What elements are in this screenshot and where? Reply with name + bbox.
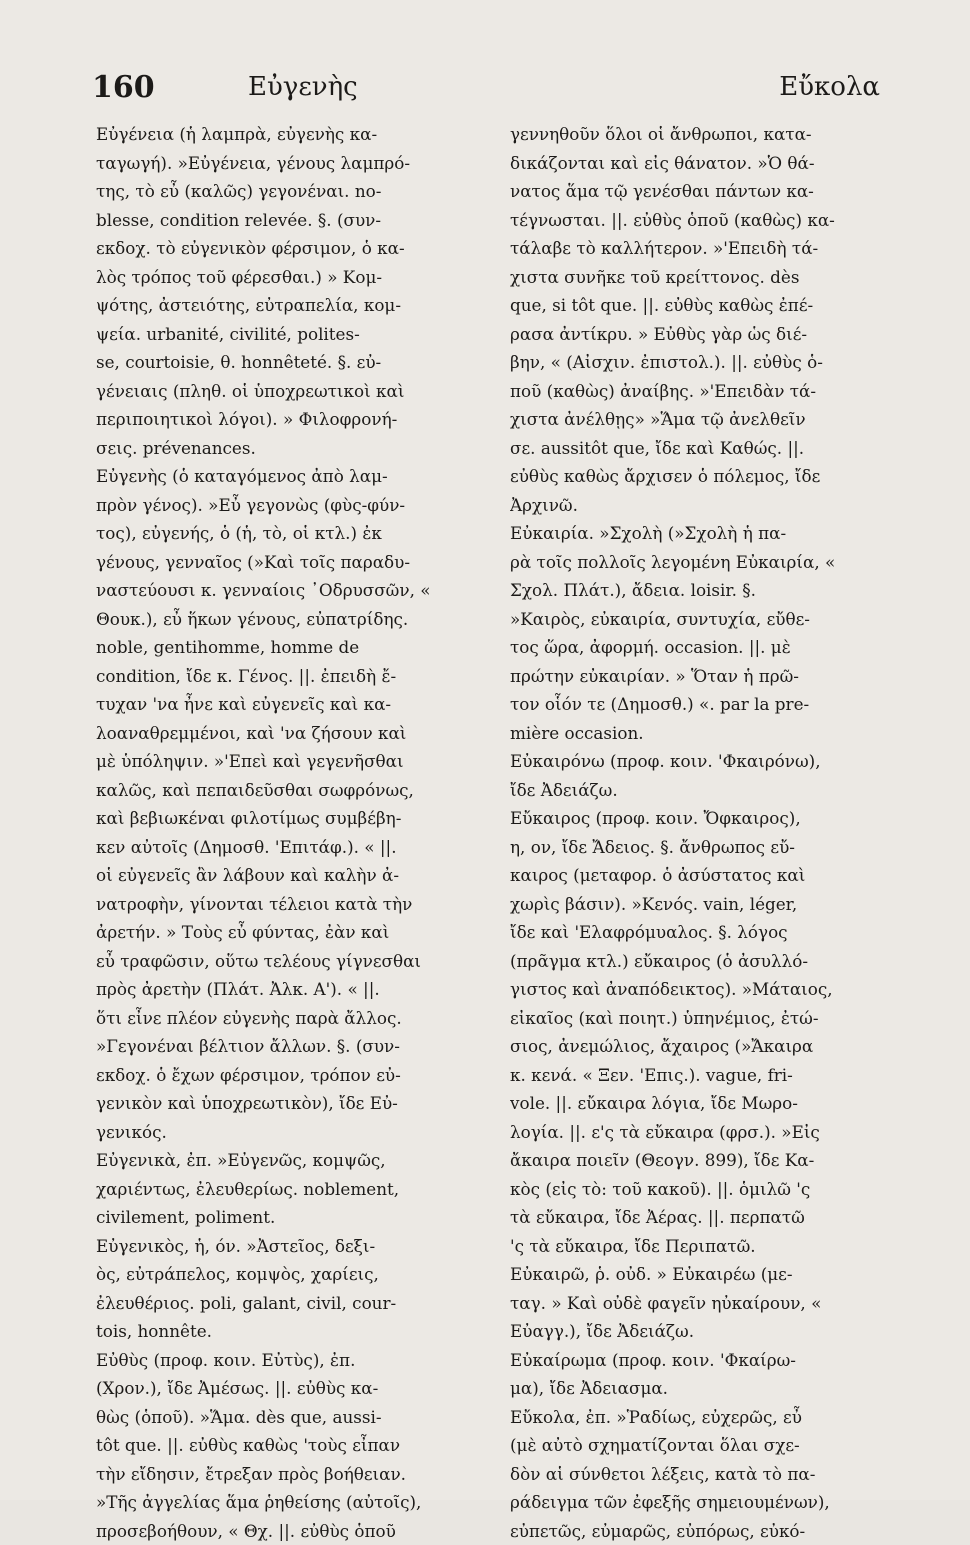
text-line: εκδοχ. τὸ εὐγενικὸν φέρσιμον, ὁ κα- — [96, 234, 478, 263]
text-line: Εὔκολα, ἐπ. »Ῥαδίως, εὐχερῶς, εὖ — [510, 1403, 942, 1432]
text-line: 'ς τὰ εὔκαιρα, ἴδε Περιπατῶ. — [510, 1232, 942, 1261]
text-line: ποῦ (καθὼς) ἀναίβης. »'Επειδὰν τά- — [510, 377, 942, 406]
text-line: δὸν αἱ σύνθετοι λέξεις, κατὰ τὸ πα- — [510, 1460, 942, 1489]
right-running-headword: Εὔκολα — [779, 72, 880, 102]
text-line: εἰκαῖος (καὶ ποιητ.) ὑπηνέμιος, ἐτώ- — [510, 1004, 942, 1033]
page-header — [80, 70, 892, 110]
text-line: τὰ εὔκαιρα, ἴδε Ἀέρας. ||. περπατῶ — [510, 1203, 942, 1232]
text-line: γενικός. — [96, 1118, 478, 1147]
text-line: ὅτι εἶνε πλέον εὐγενὴς παρὰ ἄλλος. — [96, 1004, 478, 1033]
text-line: της, τὸ εὖ (καλῶς) γεγονέναι. no- — [96, 177, 478, 206]
text-line: λογία. ||. ε'ς τὰ εὔκαιρα (φρσ.). »Εἰς — [510, 1118, 942, 1147]
text-line: ἴδε Ἀδειάζω. — [510, 776, 942, 805]
text-line: (μὲ αὐτὸ σχηματίζονται ὅλαι σχε- — [510, 1431, 942, 1460]
text-line: κεν αὐτοῖς (Δημοσθ. 'Επιτάφ.). « ||. — [96, 833, 478, 862]
page-number: 160 — [92, 70, 155, 105]
text-line: Εὐθὺς (προφ. κοιν. Εὐτὺς), ἐπ. — [96, 1346, 478, 1375]
text-line: εὐπετῶς, εὐμαρῶς, εὐπόρως, εὐκό- — [510, 1517, 942, 1545]
text-line: Εὐκαιρία. »Σχολὴ (»Σχολὴ ἡ πα- — [510, 519, 942, 548]
text-line: πρὸς ἀρετὴν (Πλάτ. Ἀλκ. Α'). « ||. — [96, 975, 478, 1004]
text-line: que, si tôt que. ||. εὐθὺς καθὼς ἐπέ- — [510, 291, 942, 320]
text-line: condition, ἴδε κ. Γένος. ||. ἐπειδὴ ἔ- — [96, 662, 478, 691]
text-line: η, ον, ἴδε Ἄδειος. §. ἄνθρωπος εὔ- — [510, 833, 942, 862]
text-line: Εὐγενὴς (ὁ καταγόμενος ἀπὸ λαμ- — [96, 462, 478, 491]
text-line: σε. aussitôt que, ἴδε καὶ Καθώς. ||. — [510, 434, 942, 463]
text-line: ἄκαιρα ποιεῖν (Θεογν. 899), ἴδε Κα- — [510, 1146, 942, 1175]
text-line: Εὔκαιρος (προφ. κοιν. Ὄφκαιρος), — [510, 804, 942, 833]
text-line: »Γεγονέναι βέλτιον ἄλλων. §. (συν- — [96, 1032, 478, 1061]
text-line: γενικὸν καὶ ὑποχρεωτικὸν), ἴδε Εὐ- — [96, 1089, 478, 1118]
text-line: εκδοχ. ὁ ἔχων φέρσιμον, τρόπον εὐ- — [96, 1061, 478, 1090]
text-line: Σχολ. Πλάτ.), ἄδεια. loisir. §. — [510, 576, 942, 605]
text-line: θὼς (ὁποῦ). »Ἅμα. dès que, aussi- — [96, 1403, 478, 1432]
text-line: γιστος καὶ ἀναπόδεικτος). »Μάταιος, — [510, 975, 942, 1004]
text-line: καὶ βεβιωκέναι φιλοτίμως συμβέβη- — [96, 804, 478, 833]
text-line: γένειαις (πληθ. οἱ ὑποχρεωτικοὶ καὶ — [96, 377, 478, 406]
text-line: Θουκ.), εὖ ἥκων γένους, εὐπατρίδης. — [96, 605, 478, 634]
text-line: tois, honnête. — [96, 1317, 478, 1346]
text-line: πρώτην εὐκαιρίαν. » Ὅταν ἡ πρῶ- — [510, 662, 942, 691]
text-line: tôt que. ||. εὐθὺς καθὼς 'τοὺς εἶπαν — [96, 1431, 478, 1460]
text-line: κὸς (εἰς τὸ: τοῦ κακοῦ). ||. ὁμιλῶ 'ς — [510, 1175, 942, 1204]
text-line: λὸς τρόπος τοῦ φέρεσθαι.) » Κομ- — [96, 263, 478, 292]
text-line: Ἀρχινῶ. — [510, 491, 942, 520]
text-line: noble, gentihomme, homme de — [96, 633, 478, 662]
text-line: μὲ ὑπόληψιν. »'Επεὶ καὶ γεγενῆσθαι — [96, 747, 478, 776]
text-line: ράδειγμα τῶν ἐφεξῆς σημειουμένων), — [510, 1488, 942, 1517]
text-line: σεις. prévenances. — [96, 434, 478, 463]
text-line: ἀρετήν. » Τοὺς εὖ φύντας, ἐὰν καὶ — [96, 918, 478, 947]
text-line: Εὐκαίρωμα (προφ. κοιν. 'Φκαίρω- — [510, 1346, 942, 1375]
left-running-headword: Εὐγενὴς — [248, 72, 358, 102]
text-line: blesse, condition relevée. §. (συν- — [96, 206, 478, 235]
text-line: Εὐαγγ.), ἴδε Ἀδειάζω. — [510, 1317, 942, 1346]
text-line: σιος, ἀνεμώλιος, ἄχαιρος (»Ἄκαιρα — [510, 1032, 942, 1061]
text-line: νατροφὴν, γίνονται τέλειοι κατὰ τὴν — [96, 890, 478, 919]
text-line: Εὐγενικὰ, ἐπ. »Εὐγενῶς, κομψῶς, — [96, 1146, 478, 1175]
text-line: τέγνωσται. ||. εὐθὺς ὁποῦ (καθὼς) κα- — [510, 206, 942, 235]
text-line: καιρος (μεταφορ. ὁ ἀσύστατος καὶ — [510, 861, 942, 890]
text-line: λοαναθρεμμένοι, καὶ 'να ζήσουν καὶ — [96, 719, 478, 748]
text-line: μα), ἴδε Ἀδειασμα. — [510, 1374, 942, 1403]
text-line: »Τῆς ἀγγελίας ἅμα ῥηθείσης (αὐτοῖς), — [96, 1488, 478, 1517]
text-line: ὸς, εὐτράπελος, κομψὸς, χαρίεις, — [96, 1260, 478, 1289]
text-line: Εὐγενικὸς, ἡ, όν. »Ἀστεῖος, δεξι- — [96, 1232, 478, 1261]
left-column — [96, 120, 478, 1545]
text-line: καλῶς, καὶ πεπαιδεῦσθαι σωφρόνως, — [96, 776, 478, 805]
text-line: εὐθὺς καθὼς ἄρχισεν ὁ πόλεμος, ἴδε — [510, 462, 942, 491]
text-line: (Χρον.), ἴδε Ἀμέσως. ||. εὐθὺς κα- — [96, 1374, 478, 1403]
text-line: ἐλευθέριος. poli, galant, civil, cour- — [96, 1289, 478, 1318]
text-line: χιστα συνῆκε τοῦ κρείττονος. dès — [510, 263, 942, 292]
text-line: περιποιητικοὶ λόγοι). » Φιλοφρονή- — [96, 405, 478, 434]
text-line: ἴδε καὶ 'Ελαφρόμυαλος. §. λόγος — [510, 918, 942, 947]
text-line: ρὰ τοῖς πολλοῖς λεγομένη Εὐκαιρία, « — [510, 548, 942, 577]
text-line: κ. κενά. « Ξεν. 'Επις.). vague, fri- — [510, 1061, 942, 1090]
text-line: ναστεύουσι κ. γενναίοις ᾿Οδρυσσῶν, « — [96, 576, 478, 605]
text-line: πρὸν γένος). »Εὖ γεγονὼς (φὺς-φύν- — [96, 491, 478, 520]
text-line: τυχαν 'να ἦνε καὶ εὐγενεῖς καὶ κα- — [96, 690, 478, 719]
text-line: γένους, γενναῖος (»Καὶ τοῖς παραδυ- — [96, 548, 478, 577]
text-line: γεννηθοῦν ὅλοι οἱ ἄνθρωποι, κατα- — [510, 120, 942, 149]
text-line: civilement, poliment. — [96, 1203, 478, 1232]
text-line: τάλαβε τὸ καλλήτερον. »'Επειδὴ τά- — [510, 234, 942, 263]
text-line: τὴν εἴδησιν, ἔτρεξαν πρὸς βοήθειαν. — [96, 1460, 478, 1489]
text-line: τος ὥρα, ἀφορμή. occasion. ||. μὲ — [510, 633, 942, 662]
text-line: ταγωγή). »Εὐγένεια, γένους λαμπρό- — [96, 149, 478, 178]
right-column — [510, 120, 942, 1545]
text-line: mière occasion. — [510, 719, 942, 748]
text-line: οἱ εὐγενεῖς ἂν λάβουν καὶ καλὴν ἀ- — [96, 861, 478, 890]
text-line: χιστα ἀνέλθῃς» »Ἅμα τῷ ἀνελθεῖν — [510, 405, 942, 434]
text-line: χαριέντως, ἐλευθερίως. noblement, — [96, 1175, 478, 1204]
text-line: νατος ἅμα τῷ γενέσθαι πάντων κα- — [510, 177, 942, 206]
text-line: Εὐγένεια (ἡ λαμπρὰ, εὐγενὴς κα- — [96, 120, 478, 149]
text-line: τον οἷόν τε (Δημοσθ.) «. par la pre- — [510, 690, 942, 719]
text-line: vole. ||. εὔκαιρα λόγια, ἴδε Μωρο- — [510, 1089, 942, 1118]
text-line: ταγ. » Καὶ οὐδὲ φαγεῖν ηὐκαίρουν, « — [510, 1289, 942, 1318]
text-line: (πρᾶγμα κτλ.) εὔκαιρος (ὁ ἀσυλλό- — [510, 947, 942, 976]
text-line: se, courtoisie, θ. honnêteté. §. εὐ- — [96, 348, 478, 377]
text-line: τος), εὐγενής, ὁ (ἡ, τὸ, οἱ κτλ.) ἐκ — [96, 519, 478, 548]
text-line: χωρὶς βάσιν). »Κενός. vain, léger, — [510, 890, 942, 919]
text-line: προσεβοήθουν, « Θχ. ||. εὐθὺς ὁποῦ — [96, 1517, 478, 1545]
text-line: Εὐκαιρῶ, ῥ. οὐδ. » Εὐκαιρέω (με- — [510, 1260, 942, 1289]
text-line: Εὐκαιρόνω (προφ. κοιν. 'Φκαιρόνω), — [510, 747, 942, 776]
text-line: »Καιρὸς, εὐκαιρία, συντυχία, εὔθε- — [510, 605, 942, 634]
text-line: ψεία. urbanité, civilité, polites- — [96, 320, 478, 349]
text-line: βην, « (Αἰσχιν. ἐπιστολ.). ||. εὐθὺς ὁ- — [510, 348, 942, 377]
text-line: δικάζονται καὶ εἰς θάνατον. »Ὁ θά- — [510, 149, 942, 178]
text-line: ψότης, ἀστειότης, εὐτραπελία, κομ- — [96, 291, 478, 320]
text-line: εὖ τραφῶσιν, οὕτω τελέους γίγνεσθαι — [96, 947, 478, 976]
text-line: ρασα ἀντίκρυ. » Εὐθὺς γὰρ ὡς διέ- — [510, 320, 942, 349]
